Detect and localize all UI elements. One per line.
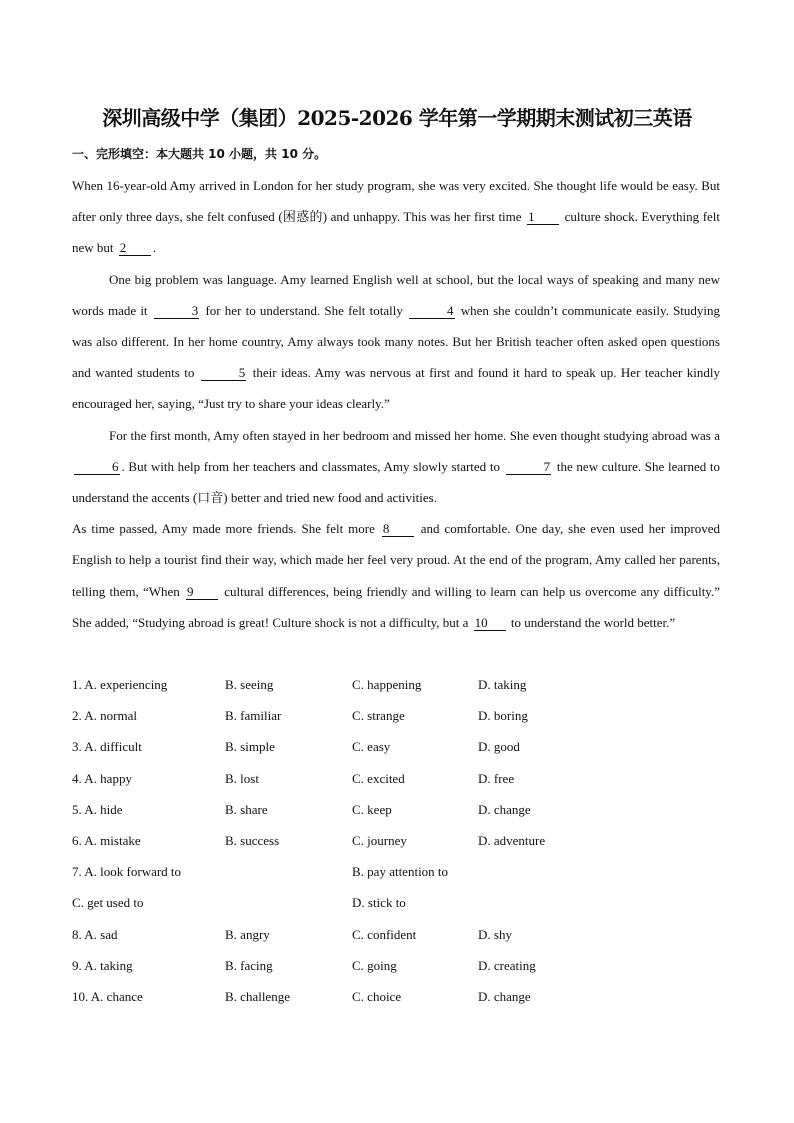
option-b: B. facing	[225, 957, 273, 973]
option-d: D. taking	[478, 677, 527, 692]
question-row	[72, 856, 732, 887]
option-b: B. seeing	[225, 677, 274, 692]
passage-paragraph-2	[72, 264, 720, 420]
cloze-passage	[72, 170, 720, 638]
blank-7: 7	[506, 460, 552, 475]
question-row	[72, 919, 732, 950]
option-a: 2. A. normal	[72, 708, 137, 724]
question-row	[72, 700, 732, 731]
passage-text: .	[152, 240, 157, 256]
option-c: C. choice	[352, 988, 402, 1004]
blank-9: 9	[186, 585, 218, 600]
option-c: C. keep	[352, 801, 392, 817]
passage-paragraph-3	[72, 420, 720, 514]
blank-1: 1	[527, 210, 559, 225]
option-b: B. pay attention to	[352, 864, 449, 880]
passage-text: As time passed, Amy made more friends. She felt more	[72, 521, 375, 537]
question-row	[72, 669, 732, 700]
option-b: B. success	[225, 832, 280, 848]
passage-text: and comfortable. One day, she even used her improved English to help a tourist find their way, which made her feel very proud. At the end of the program, Amy called her parents, telling them, “When	[72, 521, 721, 599]
passage-paragraph-4	[72, 513, 720, 638]
option-a: 9. A. taking	[72, 957, 133, 973]
option-d: D. change	[478, 801, 531, 817]
answer-options	[72, 669, 732, 1012]
option-b: B. simple	[225, 739, 275, 755]
option-d: D. good	[478, 739, 520, 755]
option-d: D. adventure	[478, 832, 546, 848]
blank-10: 10	[474, 616, 506, 631]
question-row	[72, 731, 732, 762]
option-c: C. easy	[352, 739, 391, 755]
blank-6: 6	[74, 460, 120, 475]
blank-2: 2	[119, 241, 151, 256]
passage-text: When 16-year-old Amy arrived in London for her study program, she was very excited. She thought life would be easy. But after only three days, she felt confused (困惑的) and unhappy. This was her first time	[72, 178, 720, 225]
question-row	[72, 825, 732, 856]
blank-8: 8	[382, 522, 414, 537]
question-row	[72, 950, 732, 981]
option-d: D. shy	[478, 926, 512, 942]
question-row	[72, 981, 732, 1012]
blank-4: 4	[409, 304, 455, 319]
option-c: C. happening	[352, 677, 422, 692]
option-c: C. get used to	[72, 895, 144, 911]
option-d: D. change	[478, 988, 531, 1004]
question-row	[72, 887, 732, 918]
passage-text: for her to understand. She felt totally	[205, 302, 403, 318]
option-b: B. challenge	[225, 988, 290, 1004]
page-title: 深圳高级中学（集团）2025-2026 学年第一学期期末测试初三英语	[102, 106, 692, 130]
option-d: D. boring	[478, 708, 528, 724]
option-b: B. familiar	[225, 708, 282, 724]
passage-paragraph-1	[72, 170, 720, 264]
passage-text: For the first month, Amy often stayed in her bedroom and missed her home. She even thought studying abroad was a	[109, 427, 720, 443]
option-d: D. creating	[478, 957, 536, 973]
passage-text: One big problem was language. Amy learned English well at school, but the local ways of speaking and many new words made it	[72, 271, 720, 318]
option-a: 4. A. happy	[72, 770, 132, 786]
question-row	[72, 763, 732, 794]
option-b: B. share	[225, 801, 268, 817]
option-b: B. angry	[225, 926, 270, 942]
option-a: 6. A. mistake	[72, 832, 141, 848]
option-a: 1. A. experiencing	[72, 677, 168, 692]
passage-text: when she couldn’t communicate easily. Studying was also different. In her home country, Amy always took many notes. But her British teacher often asked open questions and wanted students to	[72, 302, 721, 381]
option-c: C. confident	[352, 926, 417, 942]
option-a: 10. A. chance	[72, 988, 143, 1004]
option-b: B. lost	[225, 770, 259, 786]
question-row	[72, 794, 732, 825]
option-a: 7. A. look forward to	[72, 864, 182, 880]
passage-text: their ideas. Amy was nervous at first and found it hard to speak up. Her teacher kindly encouraged her, saying, “Just try to share your ideas clearly.”	[72, 365, 721, 412]
option-d: D. free	[478, 770, 515, 786]
option-a: 3. A. difficult	[72, 739, 142, 755]
option-a: 8. A. sad	[72, 926, 118, 942]
option-c: C. excited	[352, 770, 405, 786]
option-c: C. journey	[352, 832, 407, 848]
passage-text: to understand the world better.”	[510, 614, 676, 630]
option-c: C. strange	[352, 708, 405, 724]
blank-5: 5	[201, 366, 247, 381]
blank-3: 3	[154, 304, 200, 319]
option-d: D. stick to	[352, 895, 406, 911]
passage-text: the new culture. She learned to understand the accents (口音) better and tried new food and activities.	[72, 458, 721, 506]
option-a: 5. A. hide	[72, 801, 123, 817]
passage-text: culture shock. Everything felt new but	[72, 209, 721, 256]
passage-text: . But with help from her teachers and classmates, Amy slowly started to	[121, 458, 500, 474]
section-heading: 一、完形填空：本大题共 10 小题，共 10 分。	[72, 147, 327, 161]
option-c: C. going	[352, 957, 397, 973]
passage-text: cultural differences, being friendly and willing to learn can help us overcome any difficulty.” She added, “Studying abroad is great! Culture shock is not a difficulty, but a	[72, 583, 720, 630]
